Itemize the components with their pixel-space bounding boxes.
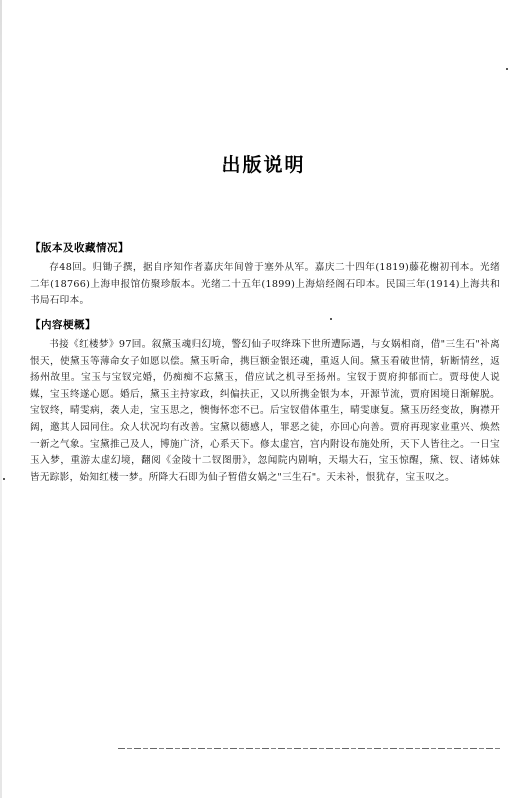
page-title: 出版说明: [221, 154, 306, 176]
scan-speck: [330, 318, 332, 320]
scan-speck: [3, 478, 5, 480]
scan-speck: [506, 68, 508, 70]
page-edge-shadow: [0, 0, 2, 798]
section-paragraph-edition: 存48回。归锄子撰，据自序知作者嘉庆年间曾于塞外从军。嘉庆二十四年(1819)藤花榭初刊本。光绪二年(18766)上海申报馆仿聚珍版本。光绪二十五年(1899)上海焙经阁石印本。民国三年(1914)上海共和书局石印本。: [30, 262, 500, 307]
bottom-scan-line: [118, 748, 500, 749]
section-heading-edition: 【版本及收藏情况】: [30, 242, 129, 254]
section-paragraph-synopsis: 书接《红楼梦》97回。叙黛玉魂归幻境，警幻仙子叹绛珠下世所遭际遇，与女娲相商，借"三生石"补离恨天，使黛玉等薄命女子如愿以偿。黛玉听命，携巨额金银还魂，重返人间。黛玉看破世情，斩断情丝，返扬州故里。宝玉与宝钗完婚，仍痴痴不忘黛玉，借应试之机寻至扬州。宝钗于贾府抑郁而亡。贾母使人说媒，宝玉终遂心愿。婚后，黛玉主持家政，纠偏扶正，又以所携金银为本，开源节流，贾府困境日渐解脱。宝钗终，晴雯病，袭人走，宝玉思之，懊悔怀恋不已。后宝钗借体重生，晴雯康复。黛玉历经变故，胸襟开阔，邀其人园同住。众人状况均有改善。宝黛以德感人，罪恶之徒，亦回心向善。贾府再现家业重兴、焕然一新之气象。宝黛推己及人，博施广济，心系天下。修太虚宫，宫内附设布施处所，天下人皆往之。一日宝玉入梦，重游太虚幻境，翻阅《金陵十二钗图册》，忽闻院内剧响，天塌大石，宝玉惊醒，黛、钗、诸姊妹皆无踪影，始知红楼一梦。所降大石即为仙子暂借女娲之"三生石"。天未补，恨犹存，宝玉叹之。: [30, 339, 500, 483]
section-heading-synopsis: 【内容梗概】: [30, 319, 96, 331]
